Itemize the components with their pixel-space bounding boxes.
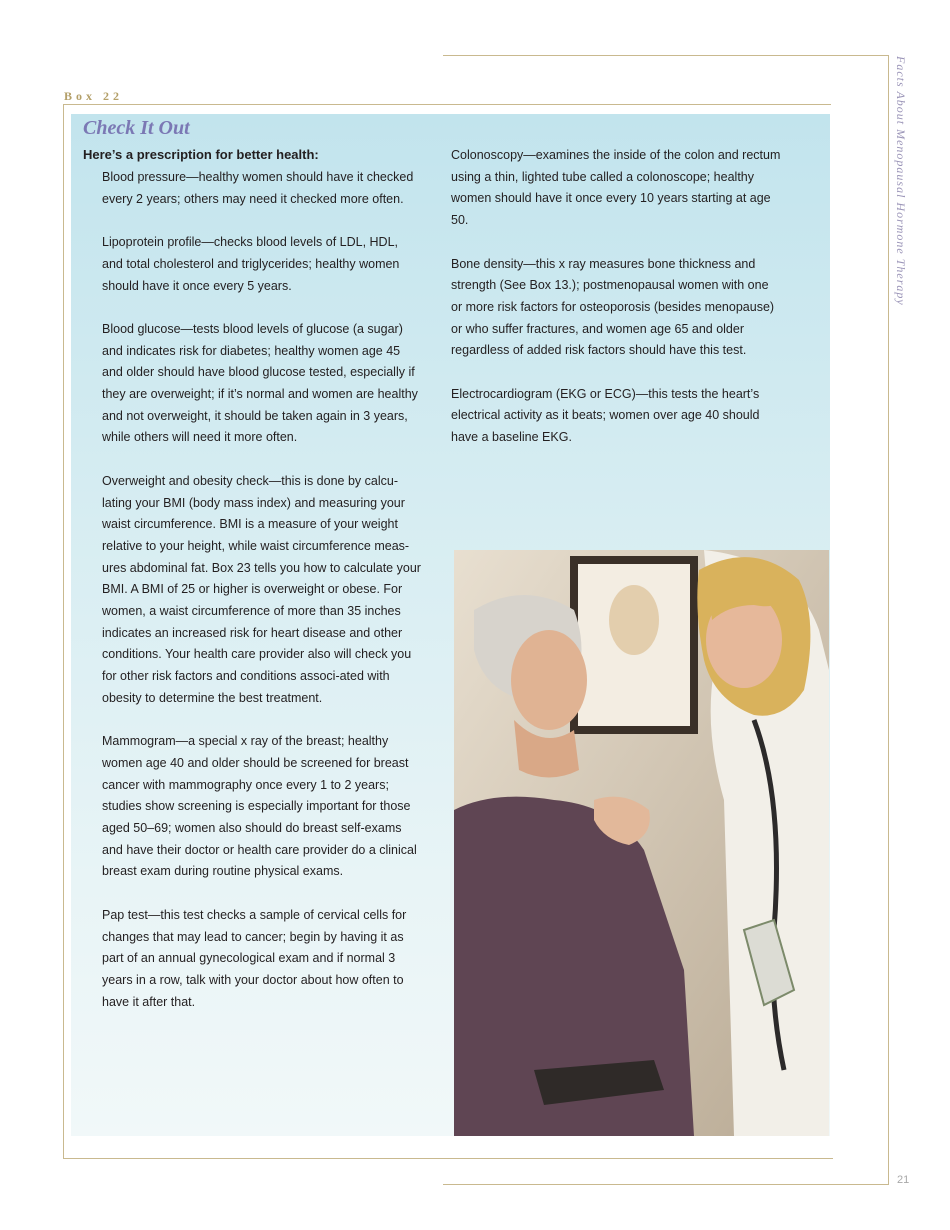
box-label: Box 22 <box>64 89 124 103</box>
box-title: Check It Out <box>83 117 190 139</box>
bottom-rule <box>443 1184 889 1185</box>
paragraph-blood-glucose: Blood glucose—tests blood levels of glucose (a sugar) and indicates risk for diabetes; healthy women age 45 and older should have blood glucose tested, especially if they are overweight; if it’s normal and women are healthy and not overweight, it should be taken again in 3 years, while others will need it more often. <box>102 321 418 445</box>
paragraph-blood-pressure: Blood pressure—healthy women should have it checked every 2 years; others may need it checked more often. <box>102 170 414 206</box>
right-column <box>451 145 781 471</box>
doctor-patient-photo <box>454 550 829 1136</box>
paragraph-obesity-check: Overweight and obesity check—this is done by calcu-lating your BMI (body mass index) and measuring your waist circumference. BMI is a measure of your weight relative to your height, while waist circumference meas-ures abdominal fat. Box 23 tells you how to calculate your BMI. A BMI of 25 or higher is overweight or obese. For women, a waist circumference of more than 35 inches indicates an increased risk for heart disease and other conditions. Your health care provider also will check you for other risk factors and conditions associ-ated with obesity to determine the best treatment. <box>102 473 421 705</box>
box-top-rule <box>63 104 831 105</box>
paragraph-ekg: Electrocardiogram (EKG or ECG)—this tests the heart’s electrical activity as it beats; women over age 40 should have a baseline EKG. <box>451 386 760 445</box>
paragraph-lipoprotein: Lipoprotein profile—checks blood levels of LDL, HDL, and total cholesterol and triglycerides; healthy women should have it once every 5 years. <box>102 235 400 293</box>
page-number: 21 <box>897 1174 910 1186</box>
paragraph-mammogram: Mammogram—a special x ray of the breast; healthy women age 40 and older should be screened for breast cancer with mammography once every 1 to 2 years; studies show screening is especially important for those aged 50–69; women also should do breast self-exams and have their doctor or health care provider do a clinical breast exam during routine physical exams. <box>102 734 417 879</box>
top-rule <box>443 55 889 56</box>
paragraph-pap-test: Pap test—this test checks a sample of cervical cells for changes that may lead to cancer; begin by having it as part of an annual gynecological exam and if normal 3 years in a row, talk with your doctor about how often to have it after that. <box>102 907 407 1009</box>
left-column <box>102 167 422 1035</box>
right-vertical-rule <box>888 55 889 1185</box>
paragraph-bone-density: Bone density—this x ray measures bone thickness and strength (See Box 13.); postmenopausal women with one or more risk factors for osteoporosis (besides menopause) or who suffer fractures, and women age 65 and older regardless of added risk factors should have this test. <box>451 256 775 358</box>
running-title: Facts About Menopausal Hormone Therapy <box>894 56 908 306</box>
paragraph-colonoscopy: Colonoscopy—examines the inside of the colon and rectum using a thin, lighted tube called a colonoscope; healthy women should have it once every 10 years starting at age 50. <box>451 148 781 228</box>
box-intro: Here’s a prescription for better health: <box>83 147 319 162</box>
box-bottom-rule <box>63 1158 833 1159</box>
box-left-rule <box>63 104 64 1159</box>
